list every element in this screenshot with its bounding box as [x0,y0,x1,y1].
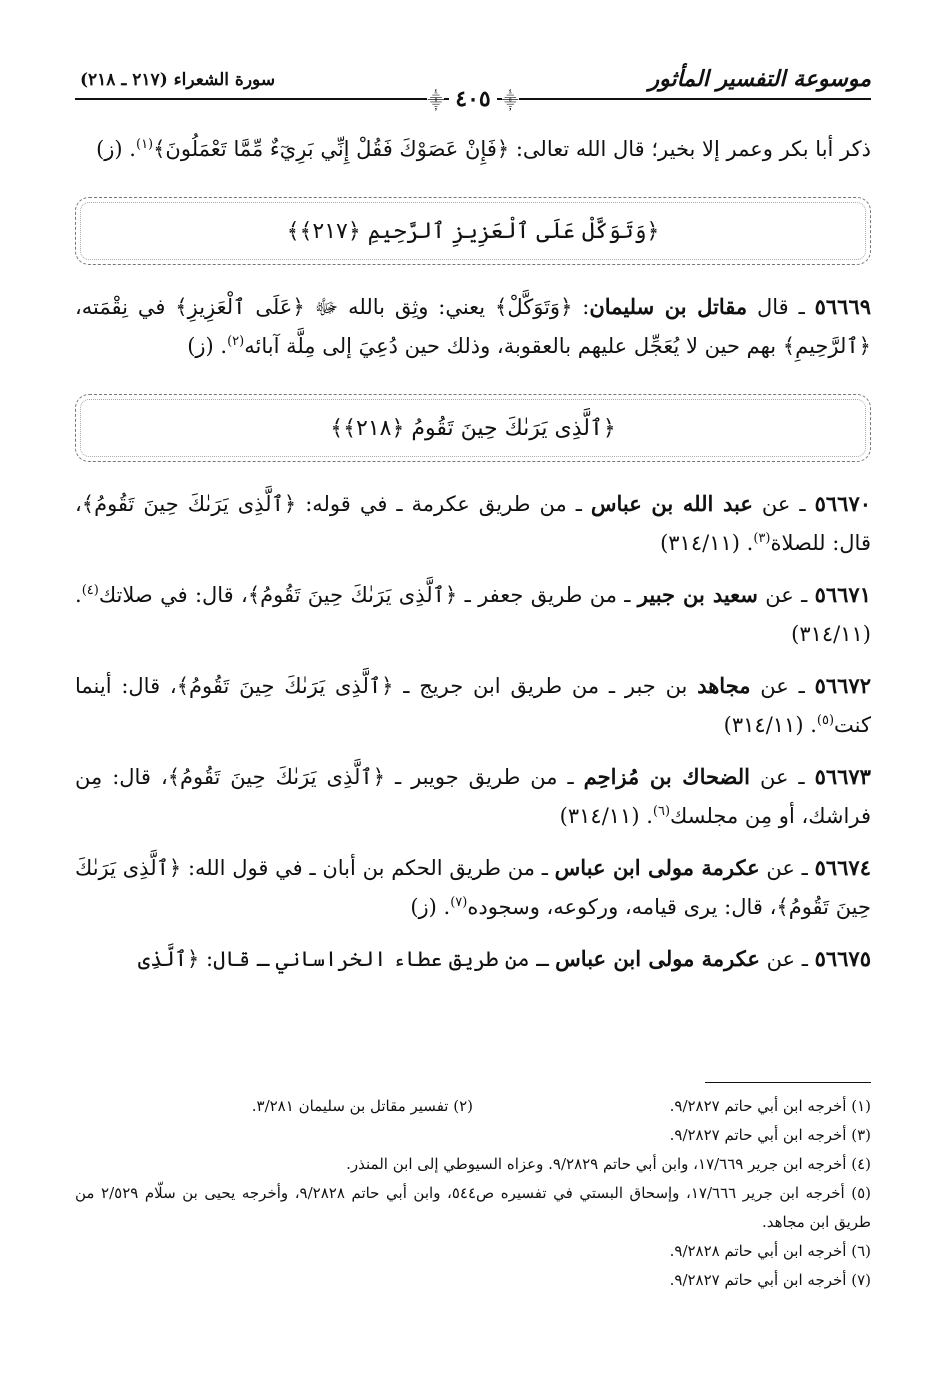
text: ـ قال [747,295,815,319]
narration-56671 [75,575,871,654]
quran-quote: ﴿ٱلَّذِى [137,947,200,971]
text: ، قال: مِن فراشك، أو مِن مجلسك [75,765,871,828]
footnote-ref: (٧) [450,895,468,910]
reference-tail: . (ز) [410,895,451,919]
footnote-5: (٥) أخرجه ابن جرير ١٧/٦٦٦، وإسحاق البستي في تفسيره ص٥٤٤، وابن أبي حاتم ٩/٢٨٢٨، وأخرجه يحيى بن سلّام ٢/٥٢٩ من طريق ابن مجاهد. [75,1184,872,1231]
narration-56670 [75,484,871,563]
text: ، قال: للصلاة [75,492,871,555]
page-number: ٤٠٥ [449,86,496,112]
text: ـ عن [757,583,815,607]
reference-tail: . (ز) [96,137,136,161]
footnote-ref: (٢) [227,334,245,349]
quran-quote: ﴿وَتَوَكَّلْ﴾ [495,295,573,319]
text: ـ عن [752,492,815,516]
text: ، قال: أينما كنت [75,674,871,737]
text: ـ من طريق جويبر ـ [385,765,584,789]
narrator-name: عكرمة مولى ابن عباس [554,855,760,880]
narration-number: ٥٦٦٧٥ [814,946,871,971]
footnote-ref: (٣) [753,531,771,546]
quran-quote: ﴿فَإِنْ عَصَوْكَ فَقُلْ إِنِّي بَرِيٓءٌ مِّمَّا تَعْمَلُونَ﴾ [153,137,510,161]
footnote-4: (٤) أخرجه ابن جرير ١٧/٦٦٩، وابن أبي حاتم ٩/٢٨٢٩. وعزاه السيوطي إلى ابن المنذر. [346,1155,871,1173]
footnote-7: (٧) أخرجه ابن أبي حاتم ٩/٢٨٢٧. [669,1271,871,1289]
footnote-ref: (٤) [81,583,99,598]
quran-quote: ﴿عَلَى ٱلْعَزِيزِ﴾ [175,295,305,319]
verse-text: ﴿وَتَوَكَّلْ عَلَى ٱلْعَزِيزِ ٱلرَّحِيمِ ﴿٢١٧﴾﴾ [286,218,660,244]
verse-box-218 [75,394,871,462]
reference-tail: . (ز) [187,334,228,358]
narration-number: ٥٦٦٧١ [814,582,871,607]
ornament-right-icon: ⸎ [501,91,519,110]
text: يعني: وثِق بالله ﷻ [304,295,496,319]
text: ، قال: يرى قيامه، وركوعه، وسجوده [467,895,777,919]
intro-text: ذكر أبا بكر وعمر إلا بخير؛ قال الله تعالى: [509,137,871,161]
reference-tail: . (٣١٤/١١) [75,583,871,646]
footnote-row [75,1092,871,1121]
text: ـ من طريق جعفر ـ [457,583,638,607]
text: ـ عن [750,674,815,698]
footnote-ref: (٦) [652,804,671,819]
narration-56673 [75,757,871,836]
footnotes [75,1092,871,1295]
narrator-name: الضحاك بن مُزاحِم [583,764,750,789]
quran-quote: ﴿ٱلَّذِى يَرَىٰكَ حِينَ تَقُومُ﴾ [81,492,297,516]
verse-box-217 [75,197,871,265]
surah-label: سورة الشعراء (٢١٧ ـ ٢١٨) [80,70,276,90]
narrator-name: مقاتل بن سليمان [589,294,748,319]
quran-quote: ﴿ٱلَّذِى يَرَىٰكَ حِينَ تَقُومُ﴾ [167,765,385,789]
footnote-3: (٣) أخرجه ابن أبي حاتم ٩/٢٨٢٧. [669,1126,871,1144]
text: ، قال: في صلاتك [98,583,248,607]
verse-text: ﴿ٱلَّذِى يَرَىٰكَ حِينَ تَقُومُ ﴿٢١٨﴾﴾ [330,415,616,441]
narration-number: ٥٦٦٧٣ [814,764,871,789]
text: بهم حين لا يُعَجِّل عليهم بالعقوبة، وذلك حين دُعِيَ إلى مِلَّة آبائه [244,334,783,358]
quran-quote: ﴿ٱلَّذِى يَرَىٰكَ حِينَ تَقُومُ﴾ [247,583,458,607]
text: ـ من طريق الحكم بن أبان ـ في قول الله: [181,856,555,880]
page-number-block [0,86,946,112]
footnote-2: (٢) تفسير مقاتل بن سليمان ٣/٢٨١. [251,1097,473,1115]
narrator-name: عبد الله بن عباس [590,491,753,516]
footnote-rule [705,1082,871,1083]
narration-56669 [75,287,871,366]
text: ـ من طريق عطاء الخراساني ـ قال: [199,947,556,971]
narration-number: ٥٦٦٧٠ [814,491,872,516]
narration-number: ٥٦٦٦٩ [814,294,872,319]
text: ـ عن [749,765,815,789]
text: بن جبر ـ من طريق ابن جريج ـ [393,674,698,698]
reference-tail: . (٣١٤/١١) [660,531,754,555]
footnote-1: (١) أخرجه ابن أبي حاتم ٩/٢٨٢٧. [669,1097,871,1115]
narration-56672 [75,666,871,745]
ornament-left-icon: ⸎ [427,91,445,110]
text: : [572,295,590,319]
narrator-name: عكرمة مولى ابن عباس [555,946,760,971]
narration-number: ٥٦٦٧٢ [814,673,871,698]
quran-quote: ﴿ٱلَّذِى يَرَىٰكَ حِينَ تَقُومُ﴾ [75,856,871,919]
narrator-name: سعيد بن جبير [637,582,758,607]
footnote-6: (٦) أخرجه ابن أبي حاتم ٩/٢٨٢٨. [669,1242,871,1260]
narration-56675 [75,939,871,979]
reference-tail: . (٣١٤/١١) [723,713,817,737]
quran-quote: ﴿ٱلَّذِى يَرَىٰكَ حِينَ تَقُومُ﴾ [176,674,394,698]
text: ـ من طريق عكرمة ـ في قوله: [296,492,591,516]
narration-56674 [75,848,871,927]
main-text [75,130,871,991]
text: في نِقْمَته، [75,295,176,319]
intro-paragraph [75,130,871,169]
narration-number: ٥٦٦٧٤ [814,855,871,880]
text: ـ عن [759,947,815,971]
quran-quote: ﴿ٱلرَّحِيمِ﴾ [782,334,871,358]
reference-tail: . (٣١٤/١١) [559,804,653,828]
book-title: موسوعة التفسير المأثور [648,66,871,92]
footnote-ref: (٥) [816,713,835,728]
text: ـ عن [759,856,815,880]
narrator-name: مجاهد [697,673,751,698]
footnote-ref: (١) [135,137,154,152]
